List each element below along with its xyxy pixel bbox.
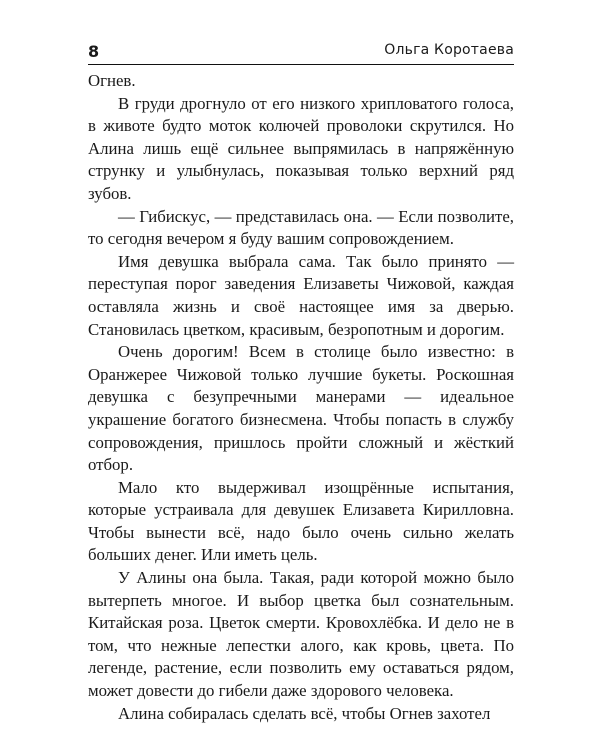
- paragraph: Имя девушка выбрала сама. Так было принято — переступая порог заведения Елизаветы Чижовой, каждая оставляла жизнь и своё настоящее имя за дверью. Становилась цветком, красивым, безропотным и дорогим.: [88, 251, 514, 339]
- page-number: 8: [88, 42, 100, 61]
- paragraph: Очень дорогим! Всем в столице было известно: в Оранжерее Чижовой только лучшие букеты. Роскошная девушка с безупречными манерами — идеальное украшение богатого бизнесмена. Чтобы попасть в службу сопровождения, пришлось пройти сложный и жёсткий отбор.: [88, 342, 514, 475]
- paragraph: В груди дрогнуло от его низкого хрипловатого голоса, в животе будто моток колючей проволоки скрутился. Но Алина лишь ещё сильнее выпрямилась в напряжённую струнку и улыбнулась, показывая только верхний ряд зубов.: [88, 93, 514, 203]
- paragraph: — Гибискус, — представилась она. — Если позволите, то сегодня вечером я буду вашим сопровождением.: [88, 206, 514, 249]
- paragraph: Мало кто выдерживал изощрённые испытания, которые устраивала для девушек Елизавета Кирилловна. Чтобы вынести всё, надо было очень сильно желать больших денег. Или иметь цель.: [88, 477, 514, 565]
- paragraph-continued: Огнев.: [88, 71, 136, 90]
- paragraph: У Алины она была. Такая, ради которой можно было вытерпеть многое. И выбор цветка был сознательным. Китайская роза. Цветок смерти. Кровохлёбка. И дело не в том, что нежные лепестки алого, как кровь, цвета. По легенде, растение, если позволить ему оставаться рядом, может довести до гибели даже здорового человека.: [88, 568, 514, 701]
- author-name: Ольга Коротаева: [384, 42, 514, 58]
- header-rule: [88, 64, 514, 65]
- paragraph: Алина собиралась сделать всё, чтобы Огнев захотел: [118, 703, 491, 723]
- page-body: [88, 70, 514, 725]
- running-header: [88, 36, 514, 64]
